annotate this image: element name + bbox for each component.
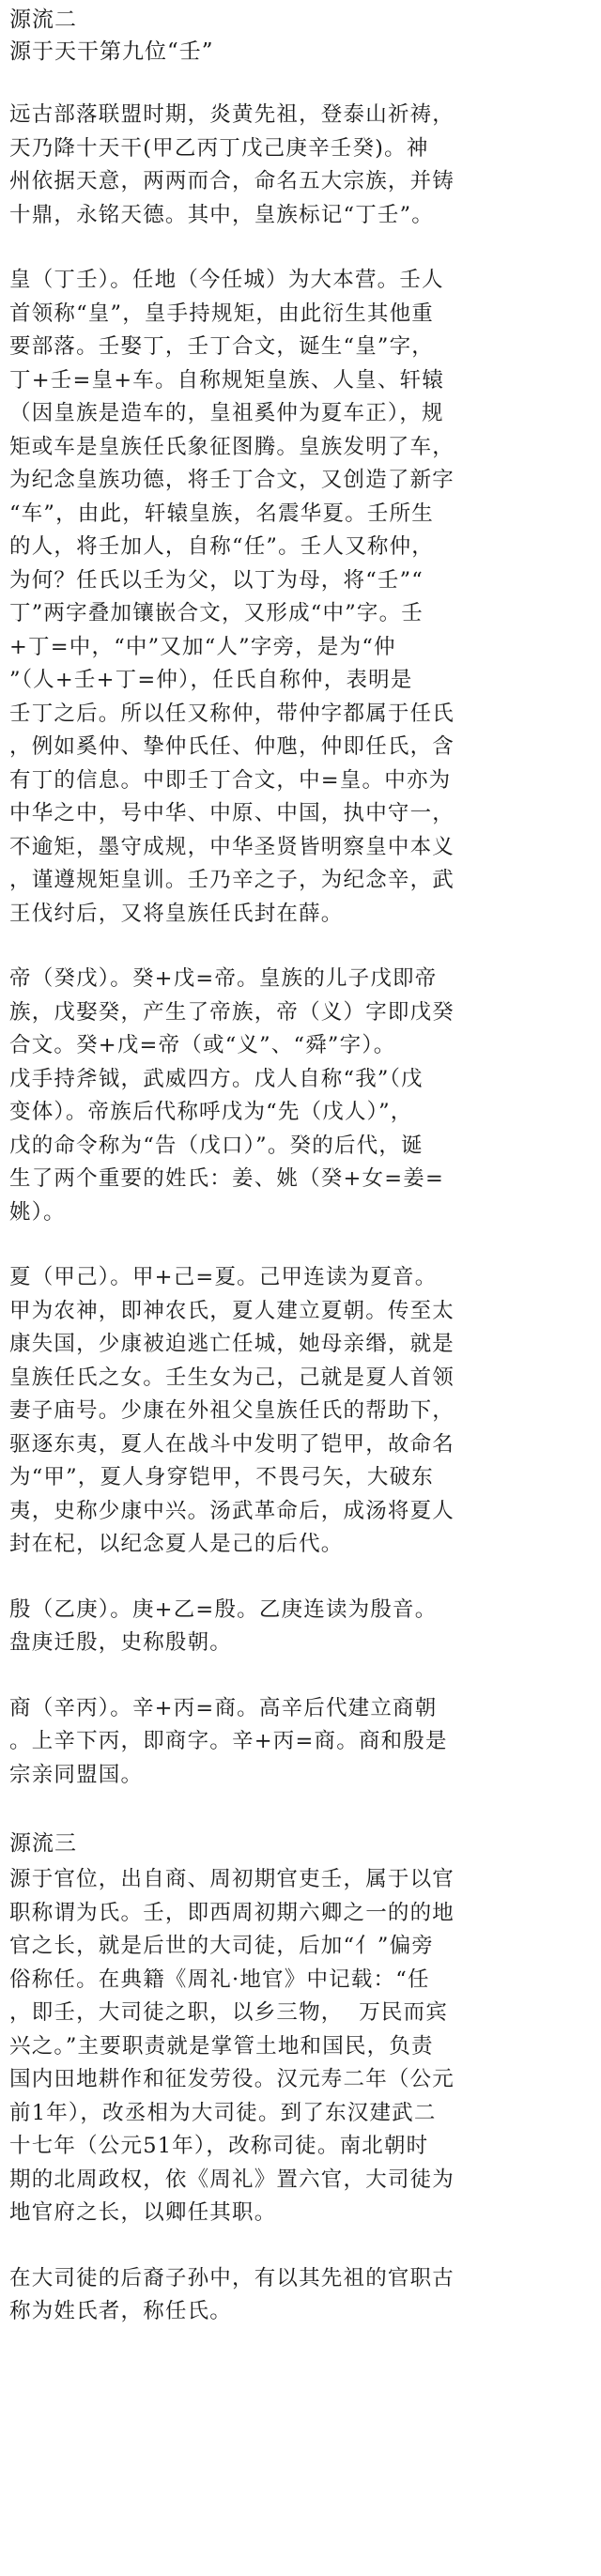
text-line: 皇（丁壬）。任地（今任城）为大本营。壬人 (9, 268, 444, 292)
text-line: 职称谓为氏。壬，即西周初期六卿之一的的地 (9, 1900, 455, 1925)
text-line: 丁”两字叠加镶嵌合文，又形成“中”字。壬 (9, 601, 424, 625)
text-line: 驱逐东夷，夏人在战斗中发明了铠甲，故命名 (9, 1431, 455, 1457)
text-line: 丁+壬=皇+车。自称规矩皇族、人皇、轩辕 (9, 367, 445, 393)
section-subheading: 源于天干第九位“壬” (9, 39, 214, 64)
text-line: 商（辛丙）。辛+丙=商。高辛后代建立商朝 (9, 1695, 438, 1720)
paragraph (9, 1692, 593, 1793)
text-line: 远古部落联盟时期，炎黄先祖，登泰山祈祷， (9, 102, 455, 127)
text-line: 十鼎，永铭天德。其中，皇族标记“丁壬”。 (9, 202, 435, 227)
text-line: 戊手持斧钺，武威四方。戊人自称“我”（戊 (9, 1066, 424, 1091)
paragraph-gap (9, 1562, 593, 1594)
text-line: 盘庚迁殷，史称殷朝。 (9, 1630, 233, 1655)
paragraph-gap (9, 1660, 593, 1692)
section-heading: 源流二 (9, 8, 77, 32)
text-line: 十七年（公元51年），改称司徒。南北朝时 (9, 2134, 429, 2158)
text-line: “车”，由此，轩辕皇族，名震华夏。壬所生 (9, 501, 435, 526)
paragraph-gap (9, 931, 593, 963)
text-line: 生了两个重要的姓氏：姜、姚（癸+女=姜= (9, 1166, 445, 1191)
paragraph-gap (9, 2230, 593, 2262)
text-line: ，例如奚仲、挚仲氏任、仲虺，仲即任氏，含 (9, 734, 455, 759)
text-line: 为“甲”，夏人身穿铠甲，不畏弓矢，大破东 (9, 1465, 435, 1489)
text-line: 夏（甲己）。甲+己=夏。己甲连读为夏音。 (9, 1265, 438, 1289)
text-line: 前1年），改丞相为大司徒。到了东汉建武二 (9, 2100, 437, 2125)
text-line: 有丁的信息。中即壬丁合文，中=皇。中亦为 (9, 767, 452, 793)
paragraph-gap (9, 232, 593, 264)
text-line: 首领称“皇”，皇手持规矩，由此衍生其他重 (9, 301, 435, 326)
paragraph (9, 99, 593, 232)
paragraph (9, 1863, 593, 2230)
text-line: 源于官位，出自商、周初期官吏壬，属于以官 (9, 1867, 455, 1891)
text-line: 称为姓氏者，称任氏。 (9, 2299, 233, 2323)
text-line: 国内田地耕作和征发劳役。汉元寿二年（公元 (9, 2067, 455, 2091)
text-line: 官之长，就是后世的大司徒，后加“亻”偏旁 (9, 1934, 435, 1958)
text-line: 州依据天意，两两而合，命名五大宗族，并铸 (9, 169, 455, 193)
text-line: 地官府之长，以卿任其职。 (9, 2200, 277, 2225)
text-line: 为纪念皇族功德，将壬丁合文，又创造了新字 (9, 468, 455, 492)
text-line: 矩或车是皇族任氏象征图腾。皇族发明了车， (9, 434, 455, 459)
text-line: 中华之中，号中华、中原、中国，执中守一， (9, 801, 455, 825)
text-line: 康失国，少康被迫逃亡任城，她母亲缗，就是 (9, 1332, 455, 1356)
text-line: 天乃降十天干(甲乙丙丁戊己庚辛壬癸)。神 (9, 135, 429, 161)
document (9, 4, 593, 2329)
paragraph (9, 963, 593, 1229)
text-line: 壬丁之后。所以任又称仲，带仲字都属于任氏 (9, 701, 455, 726)
text-line: 族，戊娶癸，产生了帝族，帝（义）字即戊癸 (9, 999, 455, 1025)
section-heading: 源流三 (9, 1831, 77, 1856)
paragraph (9, 1261, 593, 1562)
text-line: 合文。癸+戊=帝（或“义”、“舜”字）。 (9, 1033, 396, 1057)
text-line: 不逾矩，墨守成规，中华圣贤皆明察皇中本义 (9, 834, 455, 859)
spacer (9, 68, 593, 99)
text-line: 变体）。帝族后代称呼戊为“先（戊人）”， (9, 1100, 413, 1124)
text-line: 姚）。 (9, 1199, 66, 1225)
paragraph (9, 264, 593, 931)
text-line: ，谨遵规矩皇训。壬乃辛之子，为纪念辛，武 (9, 868, 455, 892)
text-line: 甲为农神，即神农氏，夏人建立夏朝。传至太 (9, 1298, 455, 1323)
text-line: 为何？任氏以壬为父，以丁为母，将“壬”“ (9, 567, 424, 593)
text-line: 夷，史称少康中兴。汤武革命后，成汤将夏人 (9, 1498, 455, 1523)
text-line: （因皇族是造车的，皇祖奚仲为夏车正），规 (9, 401, 444, 425)
section-2-body (9, 99, 593, 1792)
section-3-body (9, 1863, 593, 2329)
text-line: 俗称任。在典籍《周礼·地官》中记载：“任 (9, 1967, 430, 1992)
text-line: 宗亲同盟国。 (9, 1762, 144, 1787)
text-line: 期的北周政权，依《周礼》置六官，大司徒为 (9, 2167, 455, 2192)
paragraph-gap (9, 1229, 593, 1261)
text-line: 戊的命令称为“告（戊口）”。癸的后代，诞 (9, 1133, 424, 1158)
spacer (9, 1792, 593, 1828)
text-line: 的人，将壬加人，自称“任”。壬人又称仲， (9, 534, 435, 559)
text-line: 妻子庙号。少康在外祖父皇族任氏的帮助下， (9, 1398, 455, 1423)
text-line: 封在杞，以纪念夏人是己的后代。 (9, 1532, 344, 1556)
text-line: ”（人+壬+丁=仲），任氏自称仲，表明是 (9, 668, 413, 692)
text-line: 在大司徒的后裔子孙中，有以其先祖的官职古 (9, 2265, 455, 2291)
paragraph (9, 2262, 593, 2329)
text-line: 要部落。壬娶丁，壬丁合文，诞生“皇”字， (9, 334, 435, 359)
text-line: 兴之。”主要职责就是掌管土地和国民，负责 (9, 2033, 434, 2059)
text-line: 皇族任氏之女。壬生女为己，己就是夏人首领 (9, 1365, 455, 1390)
text-line: 殷（乙庚）。庚+乙=殷。乙庚连读为殷音。 (9, 1597, 438, 1622)
text-line: 帝（癸戊）。癸+戊=帝。皇族的儿子戊即帝 (9, 966, 438, 991)
paragraph (9, 1594, 593, 1660)
text-line: 。上辛下丙，即商字。辛+丙=商。商和殷是 (9, 1729, 448, 1753)
text-line: ，即壬，大司徒之职，以乡三物， 万民而宾 (9, 2000, 449, 2025)
text-line: 王伐纣后，又将皇族任氏封在薛。 (9, 901, 344, 926)
text-line: +丁=中，“中”又加“人”字旁，是为“仲 (9, 634, 396, 659)
